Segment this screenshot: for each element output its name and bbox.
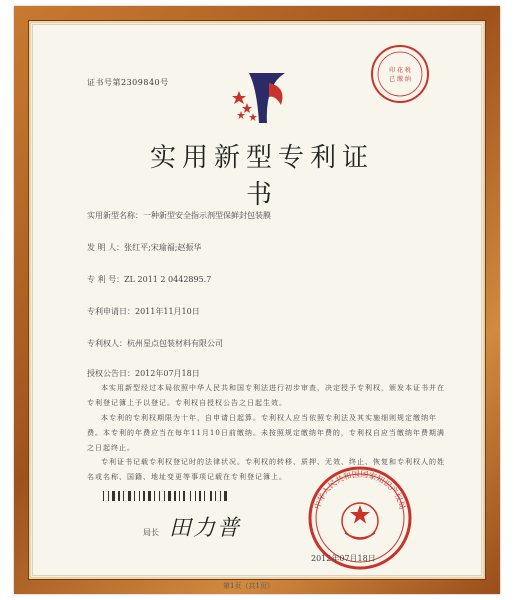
barcode-bar [136,491,138,501]
svg-text:中华人民共和国国家知识产权局: 中华人民共和国国家知识产权局 [312,469,408,511]
seal-date: 2012年07月18日 [311,554,376,563]
barcode-bar [168,491,171,501]
barcode-bar [190,491,191,501]
field-holder-label: 专利权人： [87,339,127,348]
barcode-bar [172,491,173,501]
barcode-bar [164,491,165,501]
signature-label: 局长 [143,528,159,537]
frame-inner-border [28,20,486,590]
barcode-bar [112,491,115,501]
certificate-title: 实用新型专利证书 [149,143,374,210]
barcode-bar [141,491,142,501]
certificate-paper [32,24,482,590]
tax-stamp-icon [369,43,431,105]
field-grant-date-value: 2012年07月18日 [135,369,200,378]
page-footer: 第1页（共1页） [223,582,274,590]
signature-name: 田力普 [169,516,242,541]
barcode-bar [123,491,124,501]
field-name-row [87,203,467,222]
barcode-bar [181,491,182,501]
field-apply-date-label: 专利申请日： [87,307,135,316]
barcode-bar [159,491,160,501]
barcode-bar [197,491,198,501]
barcode-bar [210,491,212,501]
barcode-bar [228,491,229,501]
field-grant-date-label: 授权公告日： [87,369,135,378]
barcode-bar [118,491,120,501]
field-name-label: 实用新型名称： [87,211,143,220]
field-holder-row [87,331,467,350]
body-paragraph-3: 专利证书记载专利权登记时的法律状况。专利权的转移、质押、无效、终止、恢复和专利权人的姓名或名称、国籍、地址变更等事项记载在专利登记簿上。 [87,458,445,481]
barcode-bar [161,491,163,501]
barcode-bar [156,491,158,501]
body-paragraph-2: 本专利的专利权期限为十年，自申请日起算。专利权人应当依照专利法及其实施细则规定缴纳年费。本专利的年费应当在每年11月10日前缴纳。未按照规定缴纳年费的，专利权自应当缴纳年费期满之日起终止。 [87,414,445,452]
barcode-bar [139,491,140,501]
barcode-bar [128,491,131,501]
barcode-bar [220,491,221,501]
barcode-bar [217,491,219,501]
barcode-bar [116,491,117,501]
barcode-bar [179,491,180,501]
barcode-bar [110,491,111,501]
barcode-bar [166,491,167,501]
barcode-bar [222,491,223,501]
certificate-frame [14,6,500,594]
barcode-bar [206,491,209,501]
field-holder-value: 杭州星点包装材料有限公司 [127,339,223,348]
field-inventor-label: 发 明 人： [87,243,125,252]
barcode-bar [186,491,189,501]
barcode-bar [224,491,227,501]
barcode-bar [195,491,196,501]
body-paragraph-1: 本实用新型经过本局依照中华人民共和国专利法进行初步审查，决定授予专利权，颁发本证书并在专利登记簿上予以登记。专利权自授权公告之日起生效。 [87,384,445,407]
barcode-bar [148,491,151,501]
barcode-bar [183,491,185,501]
barcode-bar [215,491,216,501]
barcode-bar [174,491,176,501]
barcode-bar [125,491,127,501]
tax-paid-stamp [369,43,431,105]
certificate-number: 证书号第2309840号 [87,78,169,87]
field-name-value: 一种新型安全指示剂型保鲜封包装膜 [143,211,271,220]
barcode-bar [105,491,107,501]
barcode-bar [143,491,145,501]
field-grant-date-row [87,361,467,380]
barcode-bar [192,491,194,501]
barcode-bar [152,491,153,501]
barcode [103,491,253,501]
field-patent-no-row [87,267,467,286]
barcode-bar [134,491,135,501]
field-inventor-value: 张红平;宋瑜福;赵振华 [124,243,202,252]
barcode-bar [199,491,201,501]
field-inventor-row [87,235,467,254]
barcode-bar [213,491,214,501]
barcode-bar [154,491,155,501]
svg-text:印 花 税: 印 花 税 [389,67,411,74]
barcode-bar [121,491,122,501]
field-apply-date-row [87,299,467,318]
sipo-logo-icon [229,65,299,127]
field-patent-no-label: 专 利 号： [87,275,125,284]
barcode-bar [103,491,104,501]
svg-text:已 缴 纳: 已 缴 纳 [389,76,411,83]
barcode-bar [202,491,203,501]
field-patent-no-value: ZL 2011 2 0442895.7 [124,275,212,284]
barcode-bar [108,491,109,501]
barcode-bar [177,491,178,501]
field-apply-date-value: 2011年11月10日 [135,307,200,316]
barcode-bar [146,491,147,501]
barcode-bar [132,491,133,501]
barcode-bar [204,491,205,501]
